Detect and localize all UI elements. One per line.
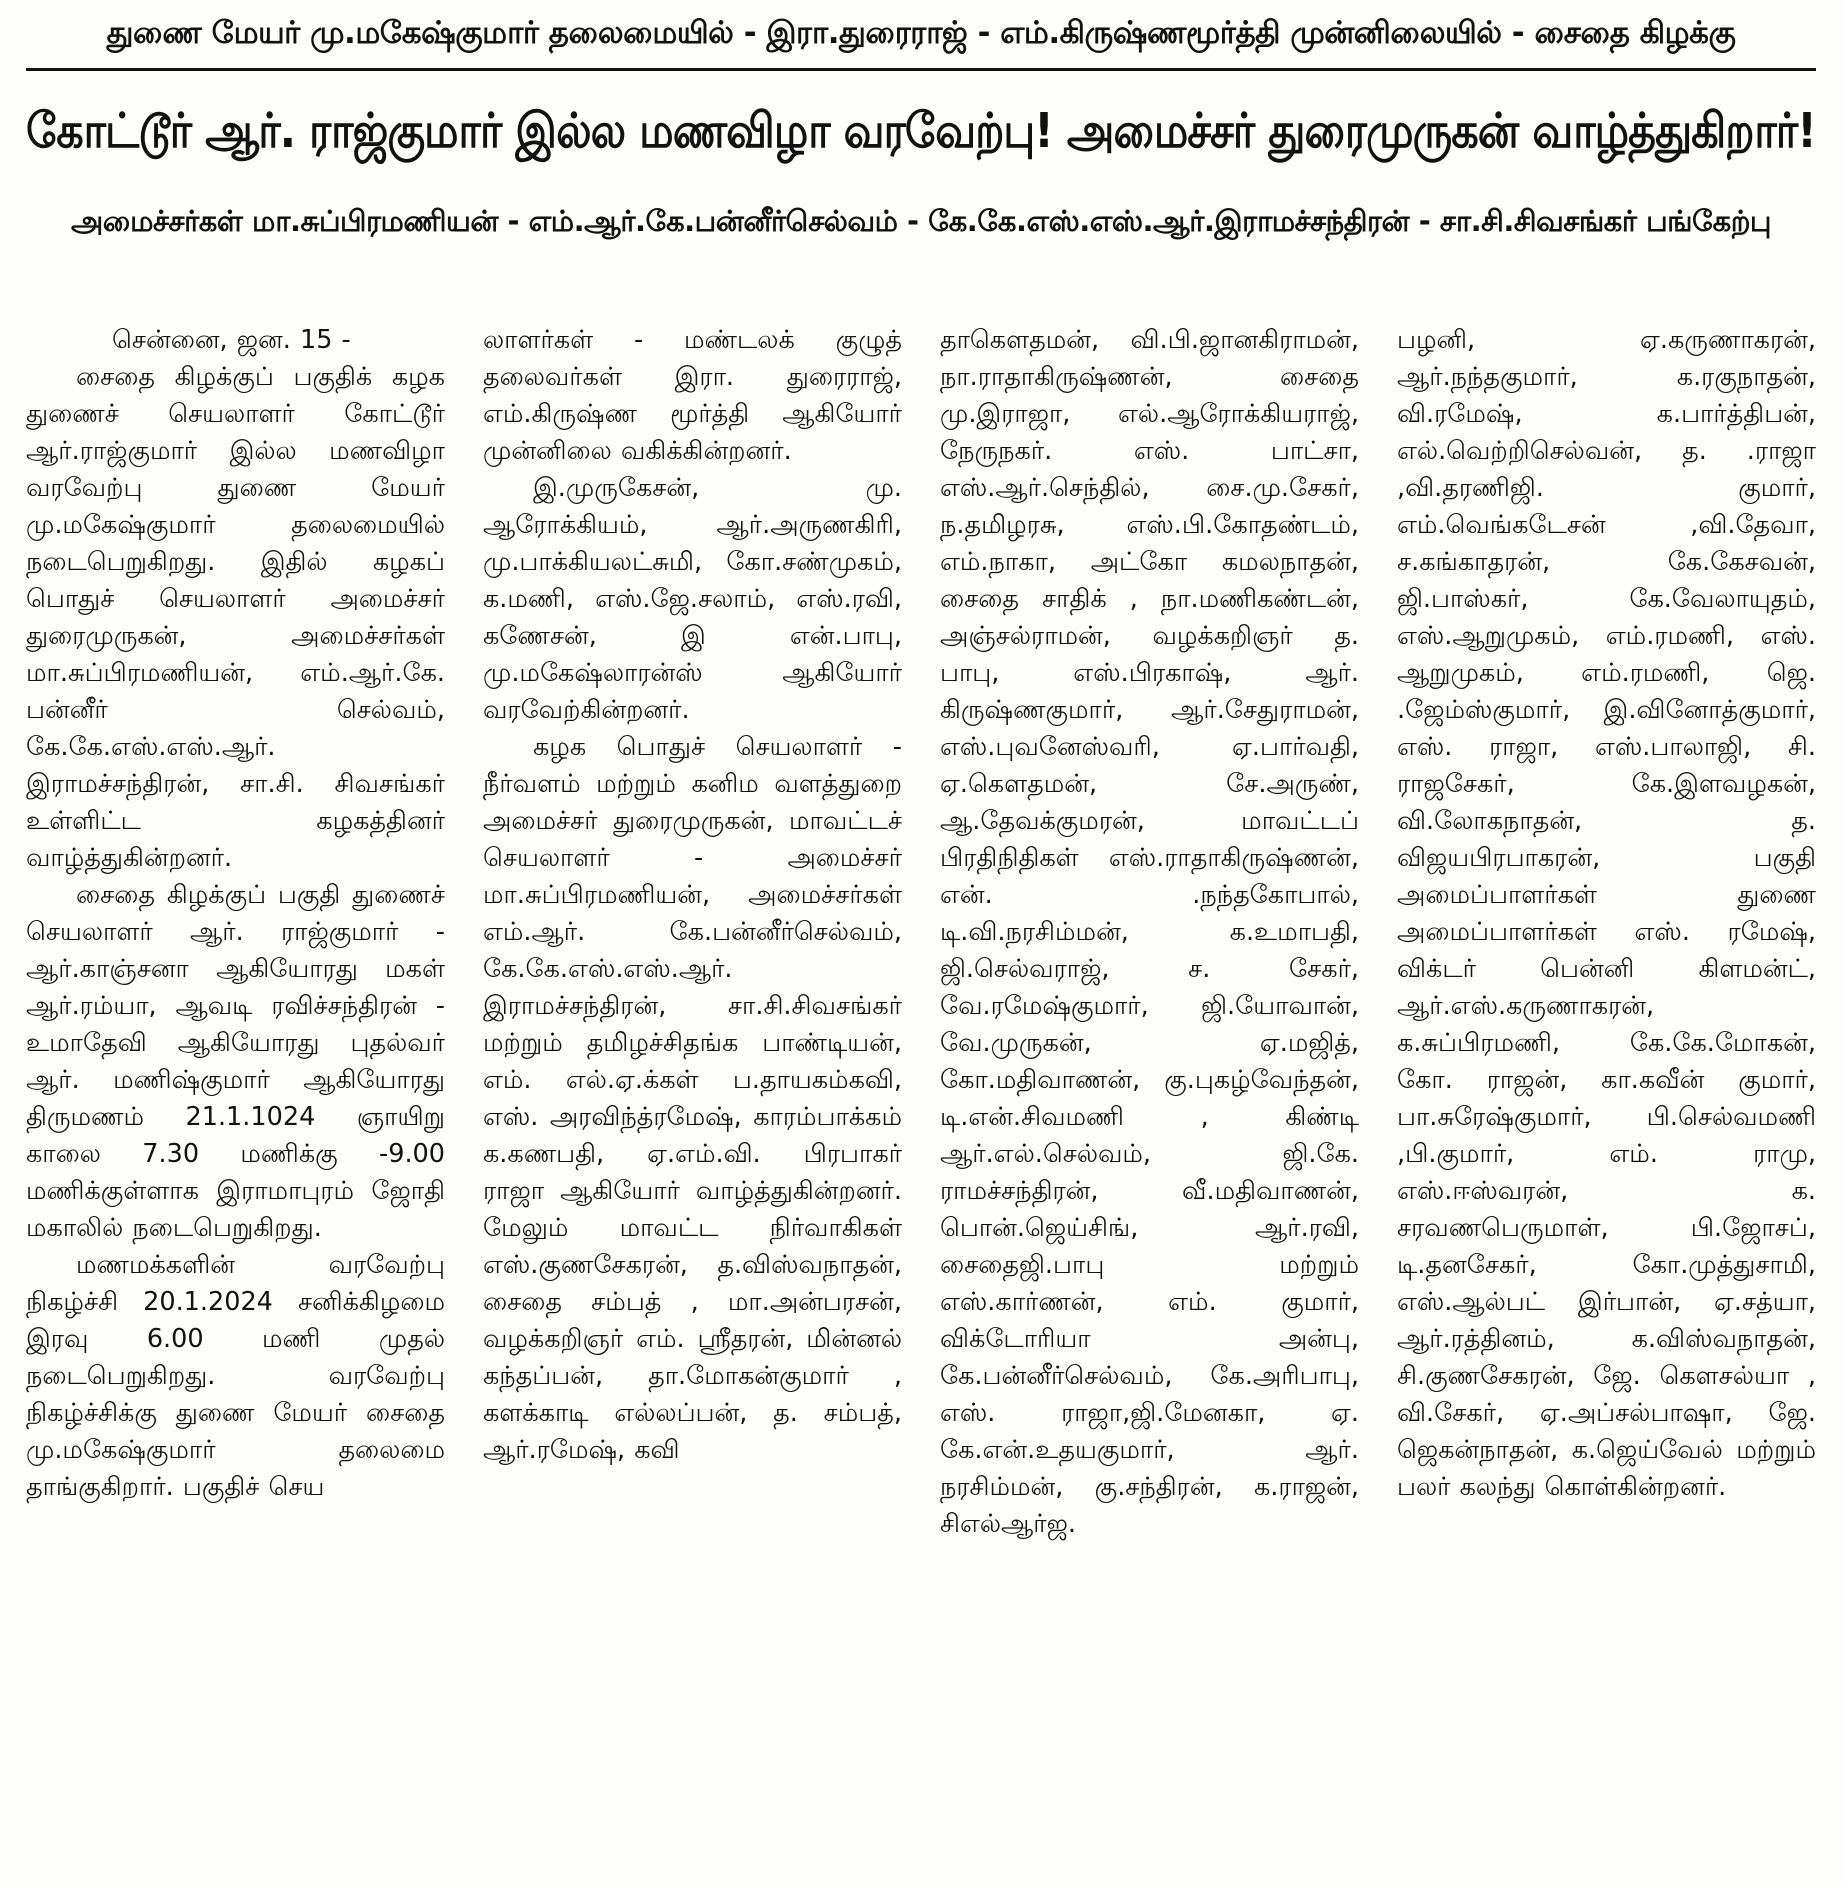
kicker-rule <box>26 68 1816 71</box>
paragraph: சைதை கிழக்குப் பகுதிக் கழக துணைச் செயலாளர் கோட்டூர் ஆர்.ராஜ்குமார் இல்ல மணவிழா வரவேற்பு துணை மேயர் மு.மகேஷ்குமார் தலைமையில் நடைபெறுகிறது. இதில் கழகப் பொதுச் செயலாளர் அமைச்சர் துரைமுருகன், அமைச்சர்கள் மா.சுப்பிரமணியன், எம்.ஆர்.கே. பன்னீர் செல்வம், கே.கே.எஸ்.எஸ்.ஆர். இராமச்சந்திரன், சா.சி. சிவசங்கர் உள்ளிட்ட கழகத்தினர் வாழ்த்துகின்றனர். <box>26 362 445 873</box>
paragraph: தாகௌதமன், வி.பி.ஜானகிராமன், நா.ராதாகிருஷ்ணன், சைதை மு.இராஜா, எல்.ஆரோக்கியராஜ், நேருநகர். எஸ். பாட்சா, எஸ்.ஆர்.செந்தில், சை.மு.சேகர், ந.தமிழரசு, எஸ்.பி.கோதண்டம், எம்.நாகா, அட்கோ கமலநாதன், சைதை சாதிக் , நா.மணிகண்டன், அஞ்சல்ராமன், வழக்கறிஞர் த. பாபு, எஸ்.பிரகாஷ், ஆர். கிருஷ்ணகுமார், ஆர்.சேதுராமன், எஸ்.புவனேஸ்வரி, ஏ.பார்வதி, ஏ.கௌதமன், சே.அருண், ஆ.தேவக்குமரன், மாவட்டப் பிரதிநிதிகள் எஸ்.ராதாகிருஷ்ணன், என். .நந்தகோபால், டி.வி.நரசிம்மன், க.உமாபதி, ஜி.செல்வராஜ், ச. சேகர், வே.ரமேஷ்குமார், ஜி.யோவான், வே.முருகன், ஏ.மஜித், கோ.மதிவாணன், கு.புகழ்வேந்தன், டி.என்.சிவமணி , கிண்டி ஆர்.எல்.செல்வம், ஜி.கே. ராமச்சந்திரன், வீ.மதிவாணன், பொன்.ஜெய்சிங், ஆர்.ரவி, சைதைஜி.பாபு மற்றும் எஸ்.கார்ணன், எம். குமார், விக்டோரியா அன்பு, கே.பன்னீர்செல்வம், கே.அரிபாபு, எஸ். ராஜா,ஜி.மேனகா, ஏ. கே.என்.உதயகுமார், ஆர். நரசிம்மன், கு.சந்திரன், க.ராஜன், சிஎல்ஆர்ஜ. <box>940 325 1359 1539</box>
subheadline: அமைச்சர்கள் மா.சுப்பிரமணியன் - எம்.ஆர்.கே.பன்னீர்செல்வம் - கே.கே.எஸ்.எஸ்.ஆர்.இராமச்சந்திரன் - சா.சி.சிவசங்கர் பங்கேற்பு <box>70 204 1772 238</box>
headline: கோட்டூர் ஆர். ராஜ்குமார் இல்ல மணவிழா வரவேற்பு! அமைச்சர் துரைமுருகன் வாழ்த்துகிறார்! <box>26 103 1816 159</box>
column-2 <box>483 322 902 1886</box>
paragraph: இ.முருகேசன், மு. ஆரோக்கியம், ஆர்.அருணகிரி, மு.பாக்கியலட்சுமி, கோ.சண்முகம், க.மணி, எஸ்.ஜே.சலாம், எஸ்.ரவி, கணேசன், இ என்.பாபு, மு.மகேஷ்லாரன்ஸ் ஆகியோர் வரவேற்கின்றனர். <box>483 473 902 725</box>
paragraph: பழனி, ஏ.கருணாகரன், ஆர்.நந்தகுமார், க.ரகுநாதன், வி.ரமேஷ், க.பார்த்திபன், எல்.வெற்றிசெல்வன், த. .ராஜா ,வி.தரணிஜி. குமார், எம்.வெங்கடேசன் ,வி.தேவா, ச.கங்காதரன், கே.கேசவன், ஜி.பாஸ்கர், கே.வேலாயுதம், எஸ்.ஆறுமுகம், எம்.ரமணி, எஸ். ஆறுமுகம், எம்.ரமணி, ஜெ. .ஜேம்ஸ்குமார், இ.வினோத்குமார், எஸ். ராஜா, எஸ்.பாலாஜி, சி. ராஜசேகர், கே.இளவழகன், வி.லோகநாதன், த. விஜயபிரபாகரன், பகுதி அமைப்பாளர்கள் துணை அமைப்பாளர்கள் எஸ். ரமேஷ், விக்டர் பென்னி கிளமன்ட், ஆர்.எஸ்.கருணாகரன், க.சுப்பிரமணி, கே.கே.மோகன், கோ. ராஜன், கா.கவீன் குமார், பா.சுரேஷ்குமார், பி.செல்வமணி ,பி.குமார், எம். ராமு, எஸ்.ஈஸ்வரன், க. சரவணபெருமாள், பி.ஜோசப், டி.தனசேகர், கோ.முத்துசாமி, எஸ்.ஆல்பட் இர்பான், ஏ.சத்யா, ஆர்.ரத்தினம், க.விஸ்வநாதன், சி.குணசேகரன், ஜே. கௌசல்யா , வி.சேகர், ஏ.அப்சல்பாஷா, ஜே. ஜெகன்நாதன், க.ஜெய்வேல் மற்றும் பலர் கலந்து கொள்கின்றனர். <box>1397 325 1816 1502</box>
paragraph: சைதை கிழக்குப் பகுதி துணைச் செயலாளர் ஆர். ராஜ்குமார் - ஆர்.காஞ்சனா ஆகியோரது மகள் ஆர்.ரம்யா, ஆவடி ரவிச்சந்திரன் - உமாதேவி ஆகியோரது புதல்வர் ஆர். மணிஷ்குமார் ஆகியோரது திருமணம் 21.1.1024 ஞாயிறு காலை 7.30 மணிக்கு -9.00 மணிக்குள்ளாக இராமாபுரம் ஜோதி மகாலில் நடைபெறுகிறது. <box>26 880 445 1243</box>
column-1 <box>26 322 445 1886</box>
paragraph: மணமக்களின் வரவேற்பு நிகழ்ச்சி 20.1.2024 சனிக்கிழமை இரவு 6.00 மணி முதல் நடைபெறுகிறது. வரவேற்பு நிகழ்ச்சிக்கு துணை மேயர் சைதை மு.மகேஷ்குமார் தலைமை தாங்குகிறார். பகுதிச் செய <box>26 1250 445 1502</box>
column-3 <box>940 322 1359 1886</box>
article-columns <box>26 322 1816 1886</box>
paragraph: லாளர்கள் - மண்டலக் குழுத் தலைவர்கள் இரா. துரைராஜ், எம்.கிருஷ்ண மூர்த்தி ஆகியோர் முன்னிலை வகிக்கின்றனர். <box>483 325 902 466</box>
kicker-line: துணை மேயர் மு.மகேஷ்குமார் தலைமையில் - இரா.துரைராஜ் - எம்.கிருஷ்ணமூர்த்தி முன்னிலையில் - சைதை கிழக்கு <box>106 15 1736 51</box>
column-4 <box>1397 322 1816 1886</box>
dateline: சென்னை, ஜன. 15 - <box>112 325 351 355</box>
paragraph: கழக பொதுச் செயலாளர் - நீர்வளம் மற்றும் கனிம வளத்துறை அமைச்சர் துரைமுருகன், மாவட்டச் செயலாளர் - அமைச்சர் மா.சுப்பிரமணியன், அமைச்சர்கள் எம்.ஆர். கே.பன்னீர்செல்வம், கே.கே.எஸ்.எஸ்.ஆர். இராமச்சந்திரன், சா.சி.சிவசங்கர் மற்றும் தமிழச்சிதங்க பாண்டியன், எம். எல்.ஏ.க்கள் ப.தாயகம்கவி, எஸ். அரவிந்த்ரமேஷ், காரம்பாக்கம் க.கணபதி, ஏ.எம்.வி. பிரபாகர் ராஜா ஆகியோர் வாழ்த்துகின்றனர். மேலும் மாவட்ட நிர்வாகிகள் எஸ்.குணசேகரன், த.விஸ்வநாதன், சைதை சம்பத் , மா.அன்பரசன், வழக்கறிஞர் எம். ஸ்ரீதரன், மின்னல் கந்தப்பன், தா.மோகன்குமார் , களக்காடி எல்லப்பன், த. சம்பத், ஆர்.ரமேஷ், கவி <box>483 732 902 1465</box>
